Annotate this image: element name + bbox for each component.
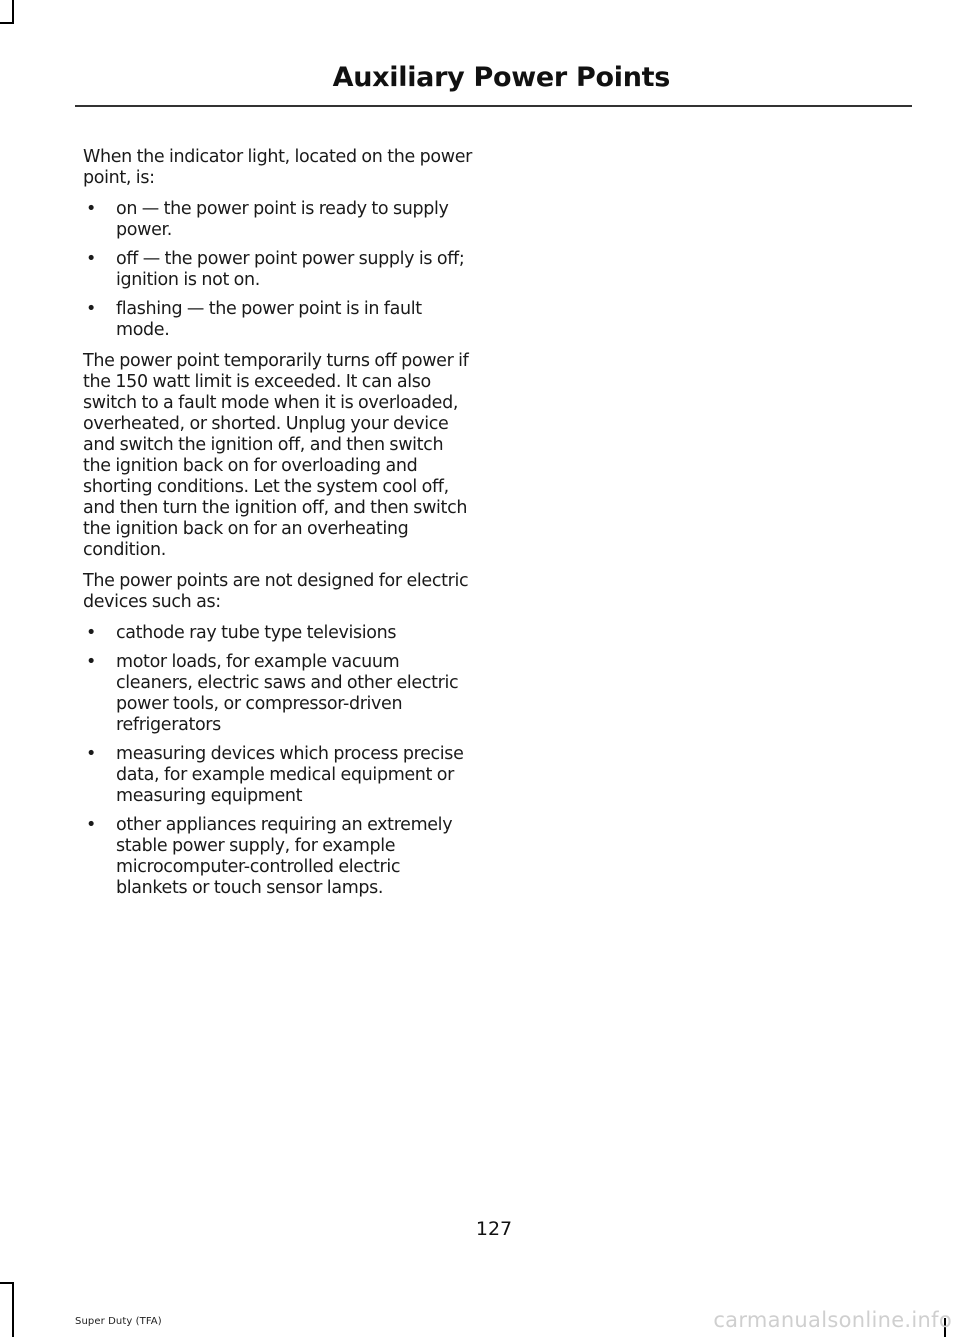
bullet: • <box>86 623 96 643</box>
crop-mark-bottom-left-horizontal <box>0 1282 14 1284</box>
header-divider <box>75 105 912 107</box>
bullet: • <box>86 249 96 269</box>
page-content <box>83 147 475 909</box>
intro-paragraph: When the indicator light, located on the power point, is: <box>83 147 472 188</box>
bullet: • <box>86 299 96 319</box>
crop-mark-bottom-left-vertical <box>12 1282 14 1337</box>
bullet: • <box>86 652 96 672</box>
list-item-text: cathode ray tube type televisions <box>116 623 397 643</box>
list-item <box>83 815 475 899</box>
footer-model-label: Super Duty (TFA) <box>75 1316 162 1327</box>
watermark-text: carmanualsonline.info <box>713 1308 952 1332</box>
bullet: • <box>86 815 96 835</box>
bullet: • <box>86 199 96 219</box>
list-item-text: other appliances requiring an extremely stable power supply, for example microcomputer-controlled electric blankets or touch sensor lamps. <box>116 815 453 898</box>
list-item-text: off — the power point power supply is off; ignition is not on. <box>116 249 465 290</box>
list-item-text: motor loads, for example vacuum cleaners, electric saws and other electric power tools, or compressor-driven refrigerators <box>116 652 459 735</box>
devices-list <box>83 623 475 899</box>
list-item <box>83 623 475 644</box>
list-item <box>83 199 475 241</box>
fault-paragraph: The power point temporarily turns off power if the 150 watt limit is exceeded. It can also switch to a fault mode when it is overloaded, overheated, or shorted. Unplug your device and switch the ignition off, and then switch the ignition back on for overloading and shorting conditions. Let the system cool off, and then turn the ignition off, and then switch the ignition back on for an overheating condition. <box>83 351 469 560</box>
bullet: • <box>86 744 96 764</box>
list-item <box>83 249 475 291</box>
devices-intro-paragraph: The power points are not designed for electric devices such as: <box>83 571 469 612</box>
list-item <box>83 744 475 807</box>
crop-mark-top-left-vertical <box>12 0 14 22</box>
page-number: 127 <box>475 1218 513 1240</box>
list-item-text: on — the power point is ready to supply power. <box>116 199 449 240</box>
list-item <box>83 652 475 736</box>
crop-mark-top-left-horizontal <box>0 22 14 24</box>
list-item-text: flashing — the power point is in fault mode. <box>116 299 422 340</box>
indicator-states-list <box>83 199 475 341</box>
list-item <box>83 299 475 341</box>
list-item-text: measuring devices which process precise data, for example medical equipment or measuring equipment <box>116 744 464 806</box>
page-title: Auxiliary Power Points <box>332 62 670 93</box>
